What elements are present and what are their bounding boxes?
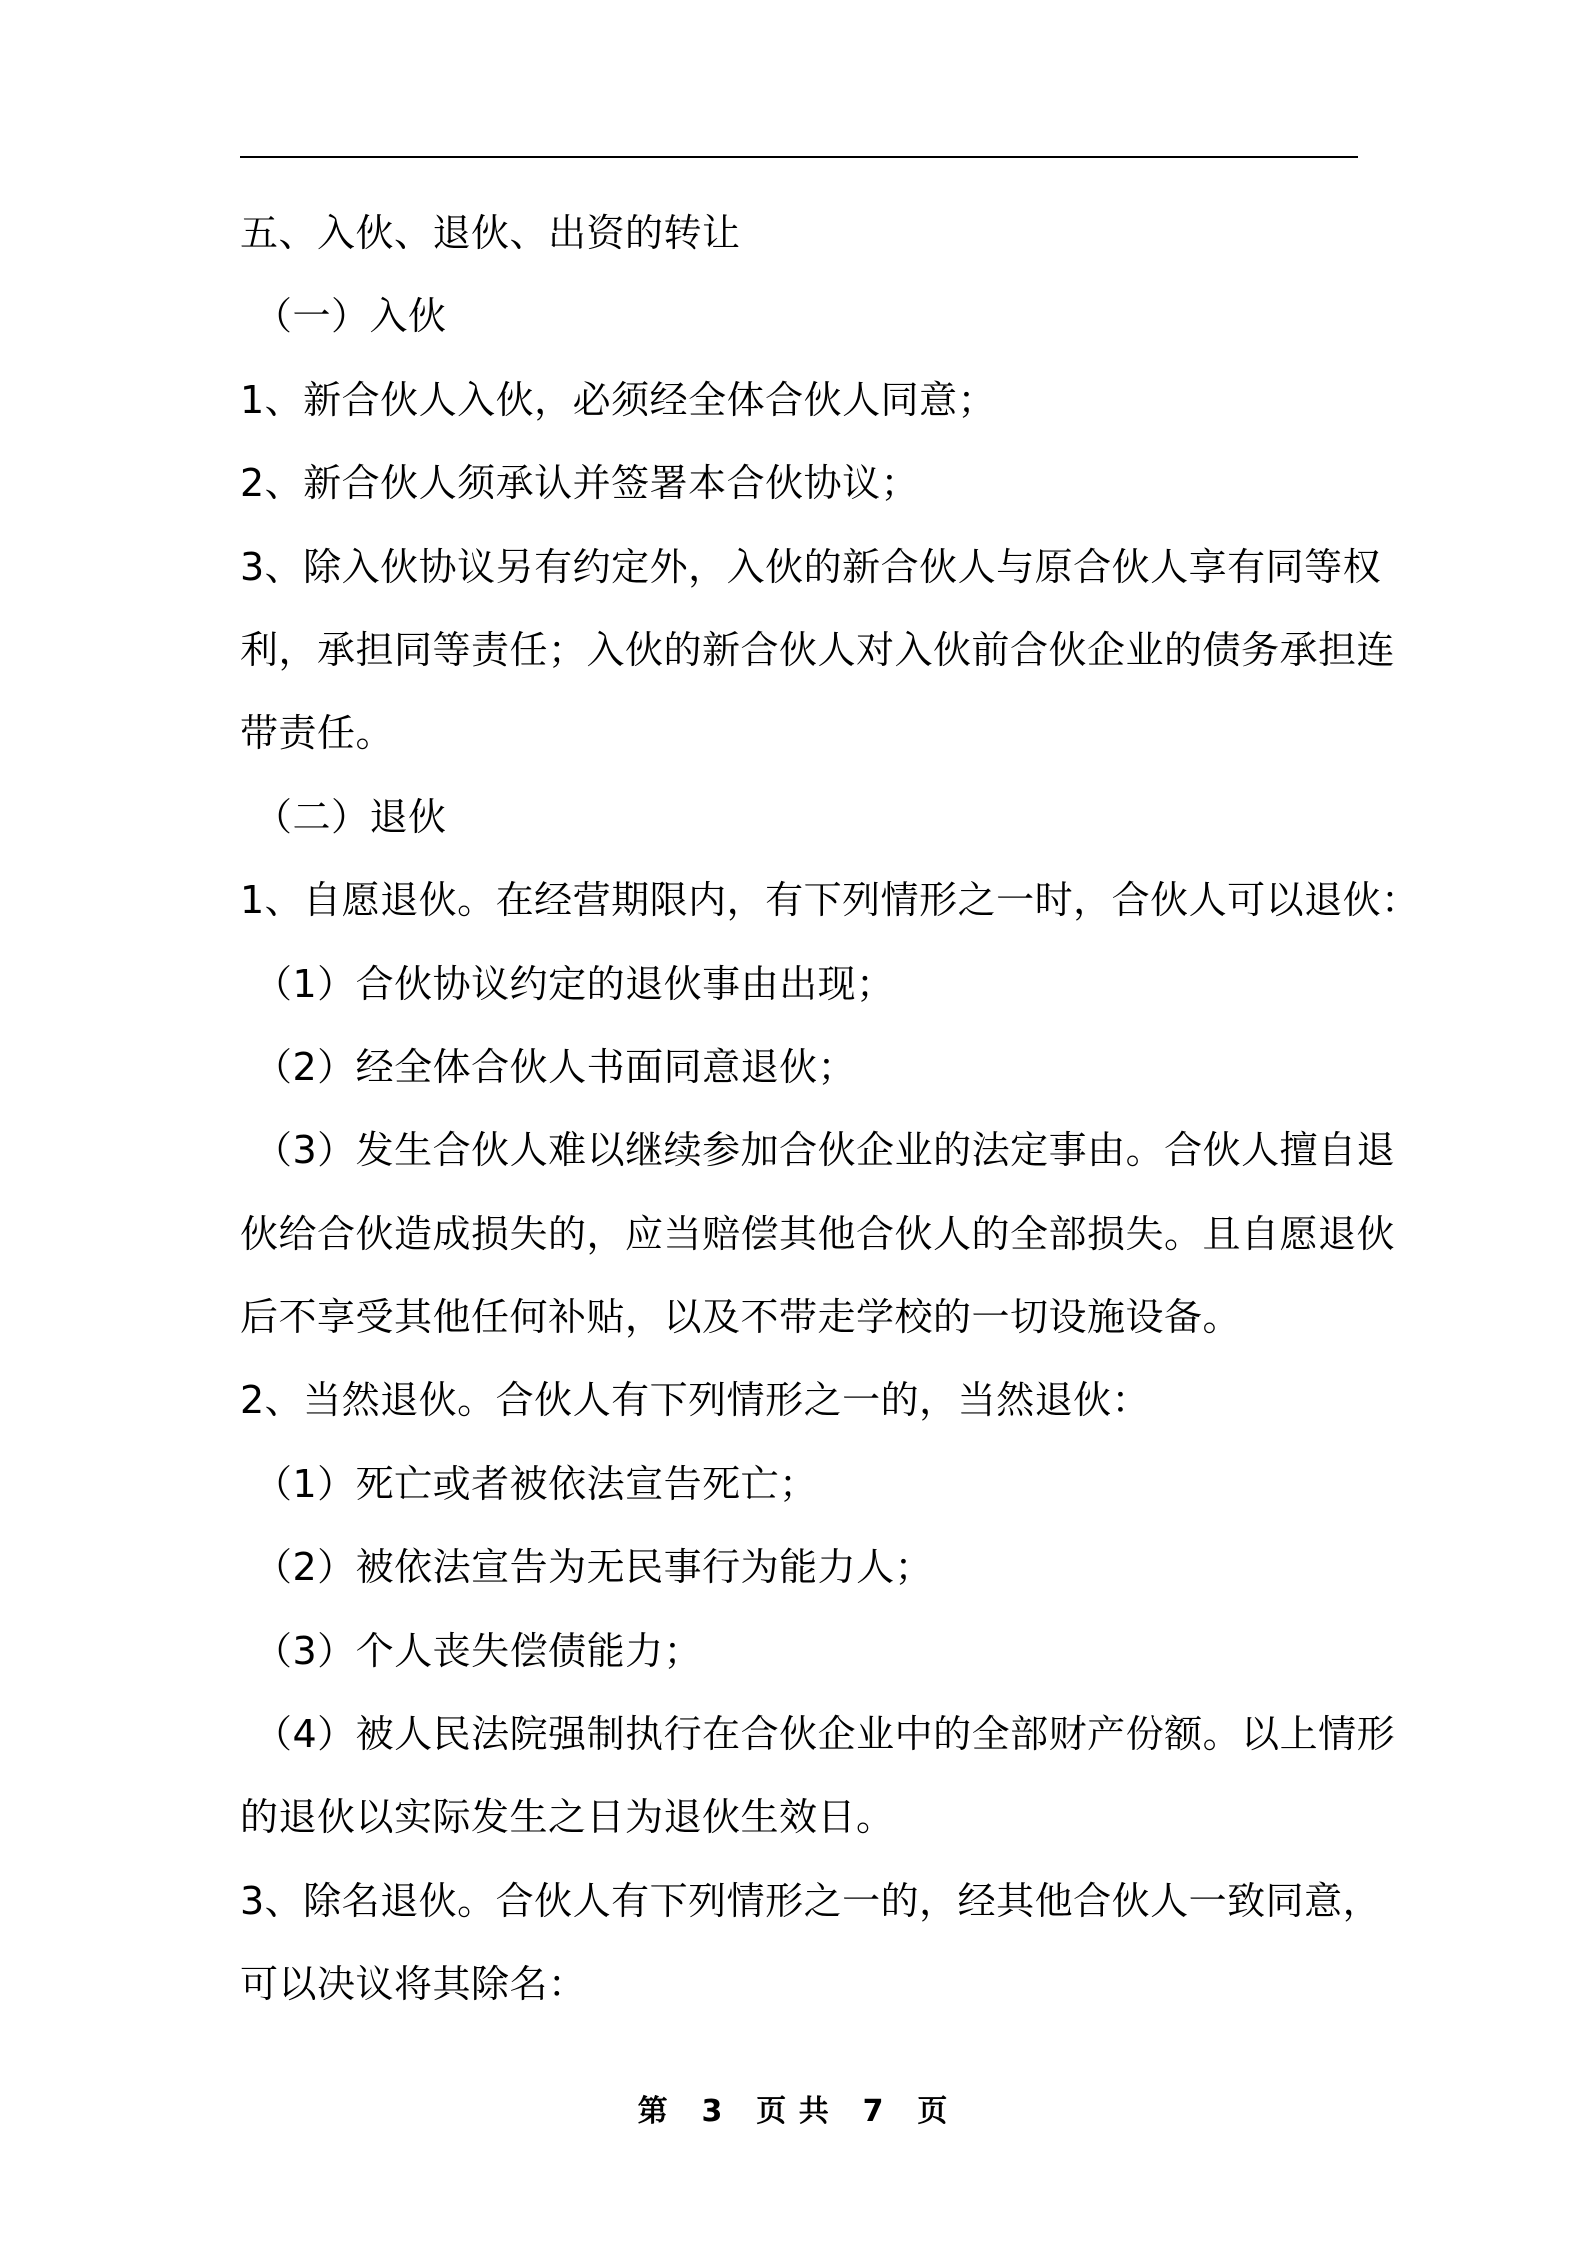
paragraph-line: 2、当然退伙。合伙人有下列情形之一的，当然退伙： [240, 1378, 1151, 1423]
paragraph-line: 3、除名退伙。合伙人有下列情形之一的，经其他合伙人一致同意， [240, 1878, 1382, 1923]
paragraph-line: 利，承担同等责任；入伙的新合伙人对入伙前合伙企业的债务承担连 [240, 627, 1396, 672]
page-prefix: 第 [637, 2094, 669, 2129]
section-heading: 五、入伙、退伙、出资的转让 [240, 211, 741, 255]
paragraph-line: 可以决议将其除名： [240, 1962, 587, 2007]
paragraph-line: 1、新合伙人入伙，必须经全体合伙人同意； [240, 377, 997, 422]
paragraph-line: 2、新合伙人须承认并签署本合伙协议； [240, 461, 920, 506]
paragraph-line: 1、自愿退伙。在经营期限内，有下列情形之一时，合伙人可以退伙： [240, 878, 1420, 923]
document-body [240, 192, 1420, 2027]
paragraph-line: 伙给合伙造成损失的，应当赔偿其他合伙人的全部损失。且自愿退伙 [240, 1211, 1396, 1256]
list-item-line: （1）合伙协议约定的退伙事由出现； [254, 961, 895, 1006]
list-item-line: （3）发生合伙人难以继续参加合伙企业的法定事由。合伙人擅自退 [254, 1128, 1396, 1173]
paragraph-line: 后不享受其他任何补贴，以及不带走学校的一切设施设备。 [240, 1295, 1242, 1340]
subsection-heading-withdraw: （二）退伙 [254, 794, 447, 839]
paragraph-line: 3、除入伙协议另有约定外，入伙的新合伙人与原合伙人享有同等权 [240, 544, 1382, 589]
page-number-footer [0, 2090, 1586, 2134]
list-item-line: （4）被人民法院强制执行在合伙企业中的全部财产份额。以上情形 [254, 1712, 1396, 1757]
list-item-line: （3）个人丧失偿债能力； [254, 1628, 703, 1673]
current-page-number: 3 [701, 2094, 724, 2129]
paragraph-line: 的退伙以实际发生之日为退伙生效日。 [240, 1795, 895, 1840]
total-pages-number: 7 [862, 2094, 885, 2129]
paragraph-line: 带责任。 [240, 711, 395, 756]
page-mid-text: 页 共 [756, 2094, 830, 2129]
list-item-line: （2）被依法宣告为无民事行为能力人； [254, 1545, 934, 1590]
header-rule [240, 156, 1358, 158]
subsection-heading-join: （一）入伙 [254, 294, 447, 339]
list-item-line: （2）经全体合伙人书面同意退伙； [254, 1044, 857, 1089]
list-item-line: （1）死亡或者被依法宣告死亡； [254, 1461, 818, 1506]
page-suffix: 页 [917, 2094, 949, 2129]
